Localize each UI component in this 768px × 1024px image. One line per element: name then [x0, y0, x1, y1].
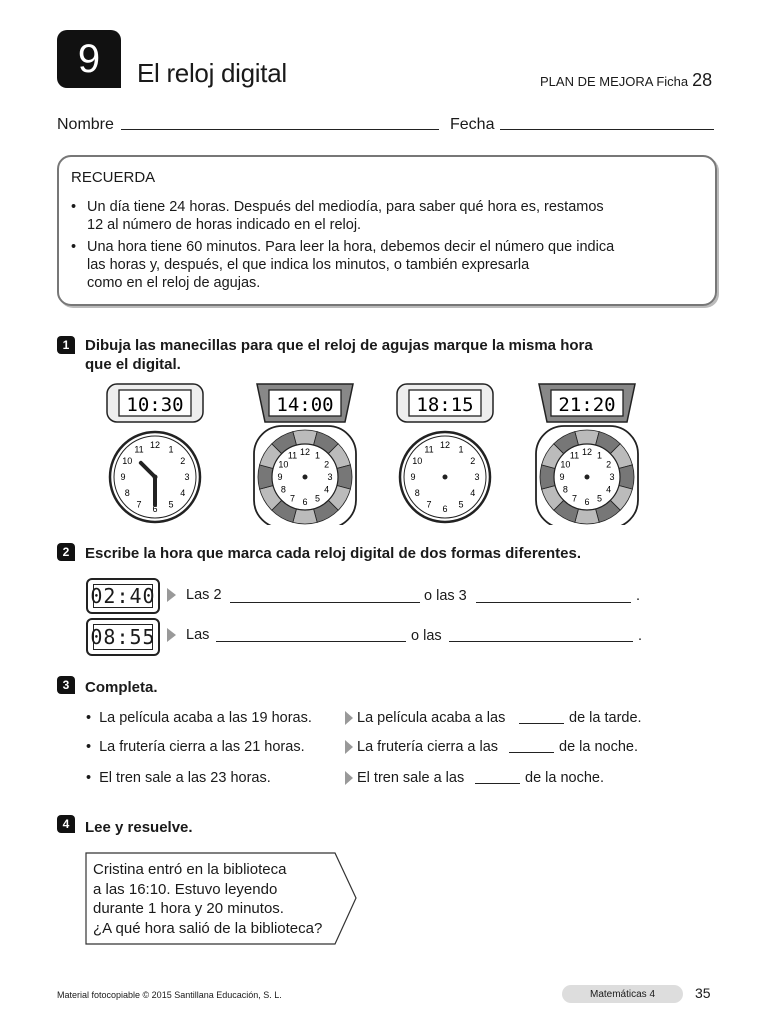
ficha-number: 28 — [692, 70, 713, 90]
clock-dial-number: 8 — [562, 484, 568, 495]
question-4-text: Lee y resuelve. — [85, 819, 193, 836]
q2-row-2 — [167, 627, 209, 643]
clock-dial-number: 10 — [122, 456, 133, 466]
clock-dial-number: 11 — [287, 450, 298, 461]
clock-dial-number: 6 — [442, 504, 448, 514]
digital-clock-1-screen: 02:40 — [90, 584, 156, 608]
q3-item-right-end: de la noche. — [559, 739, 639, 755]
clock-dial-number: 6 — [152, 504, 158, 514]
q3-item-left — [86, 739, 305, 755]
arrow-icon — [345, 771, 353, 785]
clock-dial-number: 6 — [302, 497, 308, 507]
clock-dial-number: 3 — [609, 472, 615, 482]
date-field[interactable] — [500, 129, 714, 130]
clock-center — [585, 475, 590, 480]
clock-dial-number: 1 — [596, 450, 603, 461]
clock-dial-number: 7 — [426, 499, 432, 510]
clock-dial-number: 12 — [299, 447, 311, 457]
copyright-text: Material fotocopiable © 2015 Santillana Educación, S. L. — [57, 990, 282, 1000]
plan-label — [540, 70, 712, 91]
clock-dial-number: 5 — [314, 493, 321, 504]
clock-dial-number: 3 — [327, 472, 333, 482]
clock-dial-number: 4 — [180, 488, 186, 498]
clock-dial-number: 3 — [184, 472, 190, 482]
question-2-number: 2 — [57, 543, 75, 561]
arrow-icon — [345, 711, 353, 725]
clock-dial-number: 4 — [606, 484, 612, 495]
unit-number-badge: 9 — [57, 30, 121, 88]
clock-dial-number: 9 — [410, 472, 416, 482]
q3-item-right-end: de la noche. — [525, 770, 605, 786]
clock-set-2 — [254, 384, 356, 525]
bullet-dot: • — [71, 239, 77, 255]
q2-row-2-prefix: Las — [186, 627, 210, 643]
q3-answer-blank[interactable] — [475, 783, 520, 784]
clock-set-4 — [536, 384, 638, 525]
q3-item-right-end: de la tarde. — [569, 710, 642, 726]
clock-dial-number: 4 — [324, 484, 330, 495]
story-box — [85, 852, 355, 944]
recuerda-box — [57, 155, 717, 306]
digital-clock-time: 18:15 — [416, 394, 474, 416]
question-4-number: 4 — [57, 815, 75, 833]
clock-dial-number: 5 — [458, 499, 464, 510]
clock-dial-number: 11 — [569, 450, 580, 461]
clock-dial-number: 10 — [278, 459, 289, 470]
q2-row-1-prefix: Las 2 — [186, 587, 222, 603]
question-1-number: 1 — [57, 336, 75, 354]
q3-item-right — [345, 770, 464, 786]
ficha-label: Ficha — [656, 74, 689, 89]
digital-clock-time: 10:30 — [126, 394, 184, 416]
q2-row-1-middle: o las 3 — [424, 588, 467, 604]
q3-item-left — [86, 710, 312, 726]
clock-dial-number: 2 — [324, 459, 330, 470]
clock-dial-number: 8 — [280, 484, 286, 495]
clock-dial-number: 1 — [458, 444, 464, 455]
digital-clock-time: 21:20 — [558, 394, 616, 416]
q3-item-right — [345, 710, 505, 726]
digital-clock-time: 14:00 — [276, 394, 334, 416]
clock-set-1 — [107, 384, 203, 522]
clock-dial-number: 2 — [606, 459, 612, 470]
q2-row-1-answer-1[interactable] — [230, 602, 420, 603]
bullet-dot: • — [86, 710, 92, 726]
story-text: Cristina entró en la biblioteca a las 16:10. Estuvo leyendo durante 1 hora y 20 minutos. ¿A qué hora salió de la biblioteca? — [93, 861, 323, 937]
q2-row-2-end: . — [638, 628, 643, 644]
clock-dial-number: 8 — [124, 488, 130, 498]
q2-row-1-answer-2[interactable] — [476, 602, 631, 603]
clock-dial-number: 3 — [474, 472, 480, 482]
clock-dial-number: 1 — [314, 450, 321, 461]
subject-label: Matemáticas 4 — [562, 985, 683, 1003]
clock-dial-number: 8 — [414, 488, 420, 498]
arrow-icon — [167, 588, 176, 602]
q3-item-right — [345, 739, 498, 755]
clock-dial-number: 9 — [277, 472, 283, 482]
clock-dial-number: 10 — [560, 459, 571, 470]
digital-clock-2-screen: 08:55 — [90, 625, 156, 649]
clock-dial-number: 7 — [136, 499, 142, 510]
clock-dial-number: 5 — [168, 499, 174, 510]
plan-de-mejora-label: PLAN DE MEJORA — [540, 74, 653, 89]
bullet-dot: • — [86, 770, 92, 786]
clock-set-3 — [397, 384, 493, 522]
question-1-text: Dibuja las manecillas para que el reloj de agujas marque la misma hora que el digital. — [85, 337, 593, 373]
clock-dial-number: 12 — [581, 447, 593, 457]
q2-row-2-answer-2[interactable] — [449, 641, 633, 642]
clock-dial-number: 2 — [470, 456, 476, 466]
question-3-number: 3 — [57, 676, 75, 694]
clock-dial-number: 9 — [120, 472, 126, 482]
clock-dial-number: 12 — [149, 440, 161, 450]
name-label: Nombre — [57, 116, 114, 133]
q3-answer-blank[interactable] — [509, 752, 554, 753]
date-label: Fecha — [450, 116, 495, 133]
clock-dial-number: 7 — [571, 493, 578, 504]
recuerda-bullet-text: Una hora tiene 60 minutos. Para leer la hora, debemos decir el número que indica las horas y, después, el que indica los minutos, o también expresarla como en el reloj de agujas. — [87, 239, 615, 291]
digital-clock-2 — [86, 618, 160, 656]
question-3-text: Completa. — [85, 679, 158, 696]
q2-row-2-middle: o las — [411, 628, 442, 644]
digital-clock-1 — [86, 578, 160, 614]
bullet-dot: • — [71, 199, 77, 215]
clock-dial-number: 5 — [596, 493, 603, 504]
page-number: 35 — [695, 985, 711, 1001]
name-field[interactable] — [121, 129, 439, 130]
q3-answer-blank[interactable] — [519, 723, 564, 724]
clock-dial-number: 9 — [559, 472, 565, 482]
clock-dial-number: 11 — [424, 444, 434, 455]
recuerda-title: RECUERDA — [71, 169, 156, 186]
clock-dial-number: 10 — [412, 456, 423, 466]
page-title: El reloj digital — [137, 58, 287, 88]
q2-row-2-answer-1[interactable] — [216, 641, 406, 642]
q3-item-right-text: La película acaba a las — [357, 710, 506, 726]
q3-item-left-text: La película acaba a las 19 horas. — [99, 710, 312, 726]
q3-item-right-text: La frutería cierra a las — [357, 739, 499, 755]
bullet-dot: • — [86, 739, 92, 755]
clock-dial-number: 12 — [439, 440, 451, 450]
q3-item-left-text: El tren sale a las 23 horas. — [99, 770, 271, 786]
q2-row-1 — [167, 587, 222, 603]
recuerda-bullet-text: Un día tiene 24 horas. Después del mediodía, para saber qué hora es, restamos 12 al número de horas indicado en el reloj. — [87, 199, 604, 233]
q3-item-right-text: El tren sale a las — [357, 770, 465, 786]
question-2-text: Escribe la hora que marca cada reloj digital de dos formas diferentes. — [85, 545, 582, 562]
clock-dial-number: 2 — [180, 456, 186, 466]
clock-dial-number: 4 — [470, 488, 476, 498]
clock-dial-number: 11 — [134, 444, 144, 455]
q3-item-left — [86, 770, 271, 786]
clock-center — [303, 475, 308, 480]
clock-dial-number: 1 — [168, 444, 174, 455]
clock-center — [443, 475, 448, 480]
arrow-icon — [167, 628, 176, 642]
q2-row-1-end: . — [636, 588, 641, 604]
q3-item-left-text: La frutería cierra a las 21 horas. — [99, 739, 305, 755]
clock-dial-number: 7 — [289, 493, 296, 504]
arrow-icon — [345, 740, 353, 754]
clocks-exercise — [100, 380, 660, 525]
clock-dial-number: 6 — [584, 497, 590, 507]
